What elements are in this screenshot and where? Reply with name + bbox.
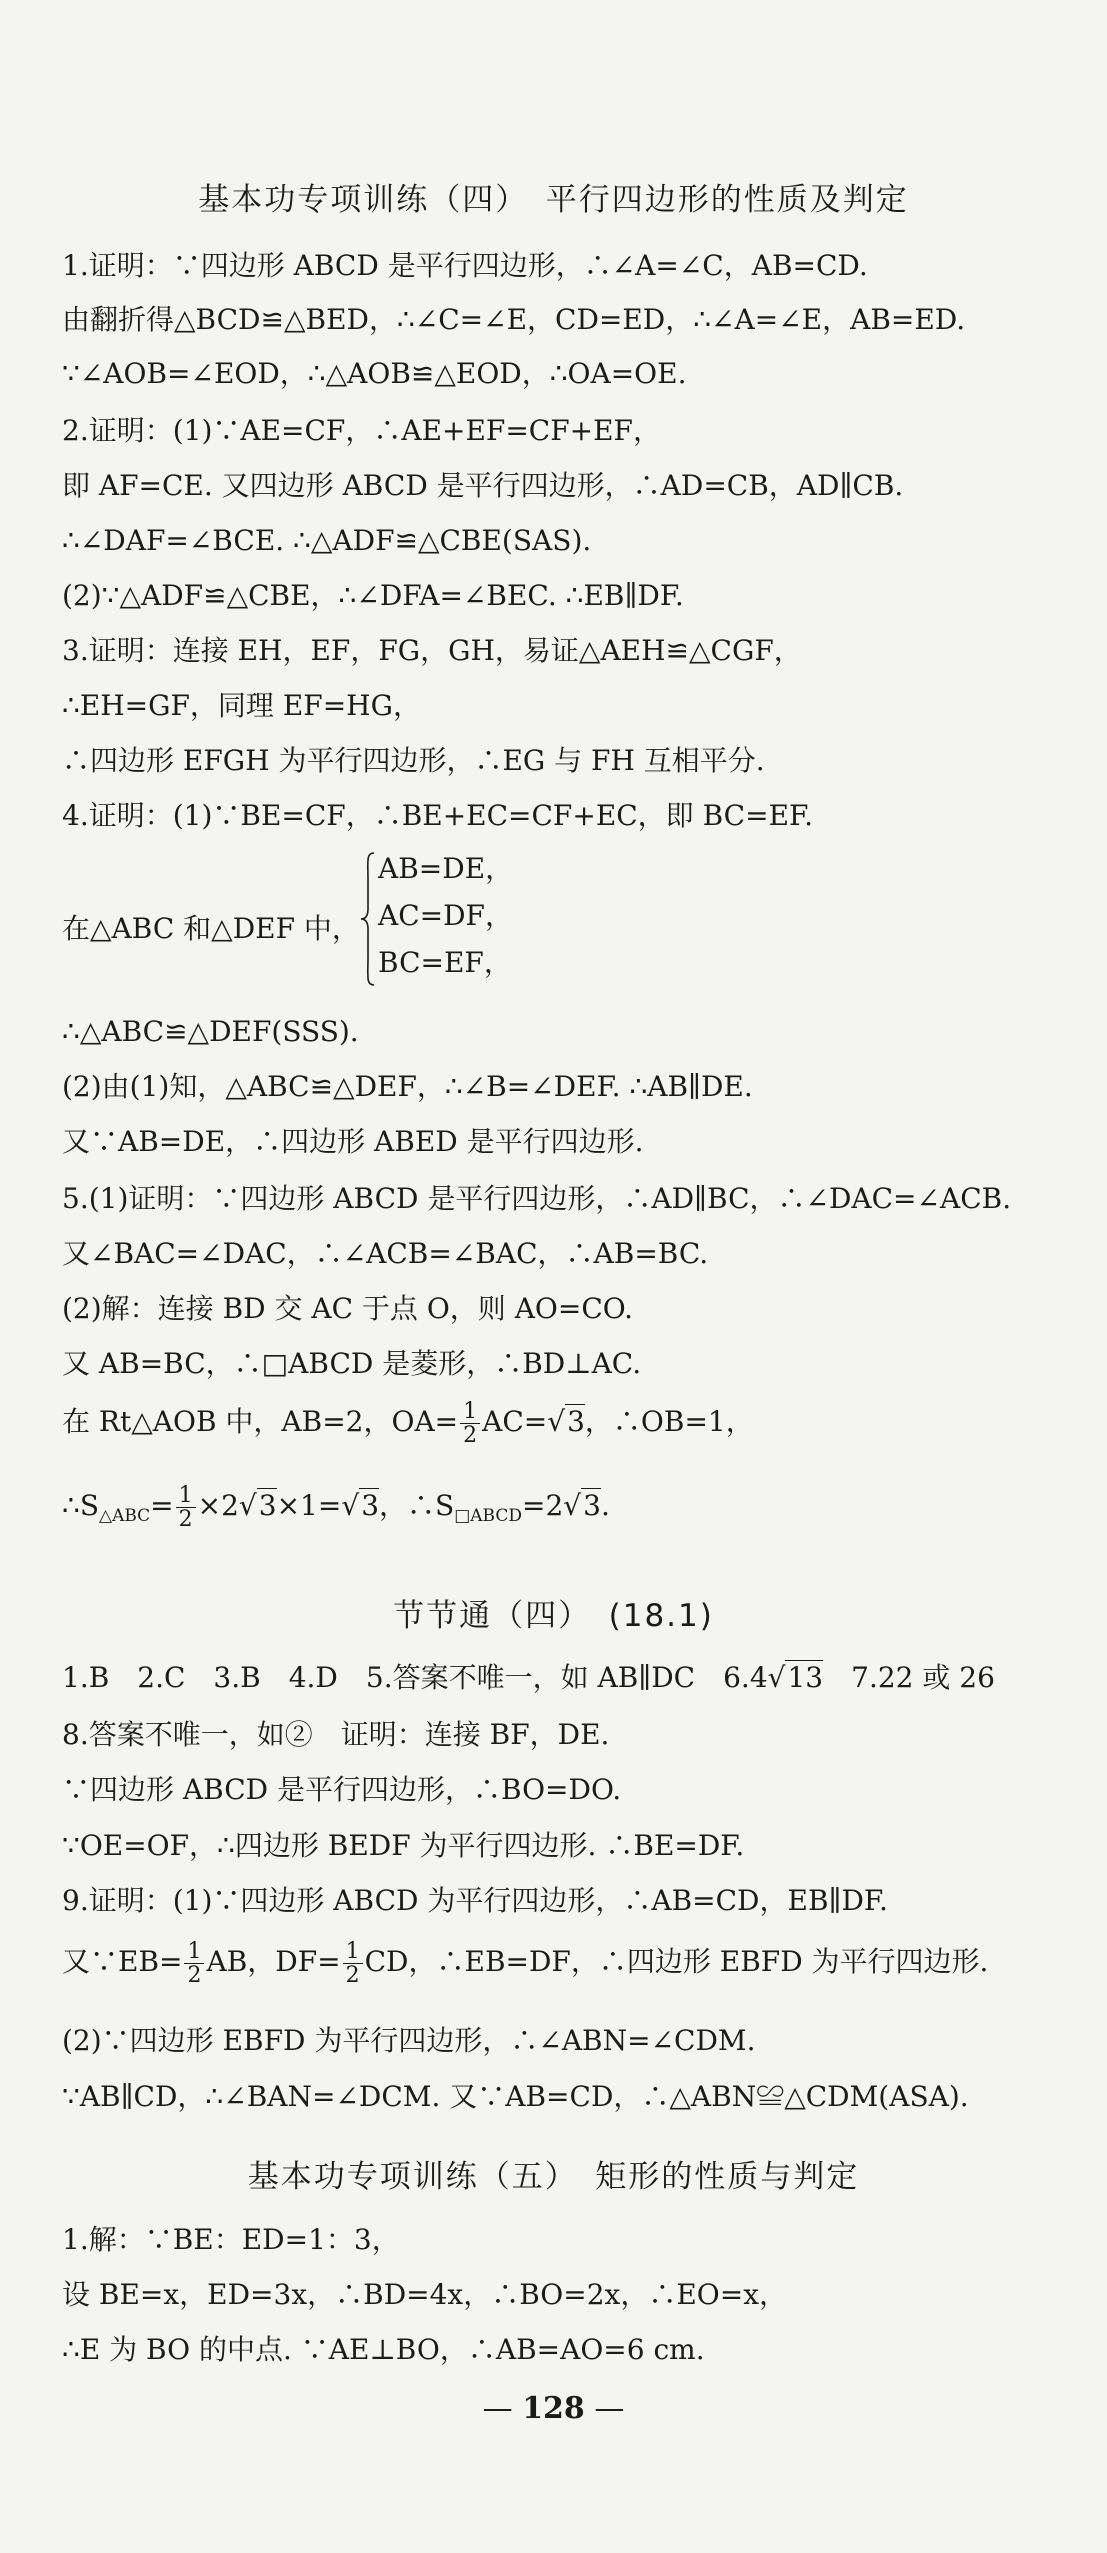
fraction <box>343 1940 363 1987</box>
square-root: √3 <box>547 1405 585 1439</box>
section-title-4: 基本功专项训练（四） 平行四边形的性质及判定 <box>198 182 909 218</box>
square-root: √3 <box>341 1489 380 1523</box>
subscript: □ABCD <box>454 1506 522 1527</box>
text-segment: AC= <box>482 1405 548 1439</box>
answer-line: 又∵AB=DE，∴四边形 ABED 是平行四边形. <box>62 1125 644 1158</box>
answer-line: ∵四边形 ABCD 是平行四边形，∴BO=DO. <box>62 1773 622 1806</box>
fraction-denominator: 2 <box>345 1963 360 1989</box>
text-segment: CD，∴EB=DF，∴四边形 EBFD 为平行四边形. <box>364 1945 989 1979</box>
text-segment: ×2 <box>197 1489 239 1523</box>
text-segment: 1.B 2.C 3.B 4.D 5.答案不唯一，如 AB∥DC 6.4 <box>62 1661 768 1694</box>
text-segment: ×1= <box>276 1489 342 1523</box>
answer-line: 1.证明：∵四边形 ABCD 是平行四边形，∴∠A=∠C，AB=CD. <box>62 249 868 282</box>
text-segment: 7.22 或 26 <box>823 1661 995 1694</box>
fraction-numerator: 1 <box>460 1400 480 1424</box>
section-title-5: 基本功专项训练（五） 矩形的性质与判定 <box>247 2159 860 2195</box>
answer-line: (2)∵△ADF≌△CBE，∴∠DFA=∠BEC. ∴EB∥DF. <box>62 579 684 612</box>
fraction <box>176 1484 196 1531</box>
fraction <box>184 1940 204 1987</box>
text-segment: =2 <box>522 1489 564 1523</box>
brace-row: AC=DF， <box>378 899 513 932</box>
text-segment: . <box>600 1489 610 1523</box>
square-root: √3 <box>563 1489 601 1523</box>
answer-line: ∴四边形 EFGH 为平行四边形，∴EG 与 FH 互相平分. <box>62 744 765 777</box>
brace-lead-text: 在△ABC 和△DEF 中， <box>62 912 360 945</box>
fraction-numerator: 1 <box>184 1940 204 1964</box>
page-number: — 128 — <box>482 2391 625 2426</box>
answer-line: ∵OE=OF，∴四边形 BEDF 为平行四边形. ∴BE=DF. <box>62 1829 745 1862</box>
answer-line: 又∠BAC=∠DAC，∴∠ACB=∠BAC，∴AB=BC. <box>62 1237 709 1270</box>
fraction-numerator: 1 <box>343 1940 363 1964</box>
text-segment: ，∴OB=1， <box>584 1405 754 1439</box>
text-segment: 又∵EB= <box>62 1945 183 1979</box>
answer-line-area <box>62 1484 610 1531</box>
answer-line: 9.证明：(1)∵四边形 ABCD 为平行四边形，∴AB=CD，EB∥DF. <box>62 1884 888 1917</box>
answer-line: 设 BE=x，ED=3x，∴BD=4x，∴BO=2x，∴EO=x， <box>62 2278 787 2311</box>
brace-row: AB=DE， <box>378 852 514 885</box>
answer-line: ∴EH=GF，同理 EF=HG， <box>62 689 421 722</box>
answer-line: ∵AB∥CD，∴∠BAN=∠DCM. 又∵AB=CD，∴△ABN≌△CDM(ASA). <box>62 2080 969 2113</box>
answer-line: ∴∠DAF=∠BCE. ∴△ADF≌△CBE(SAS). <box>62 524 592 557</box>
answer-line: (2)∵四边形 EBFD 为平行四边形，∴∠ABN=∠CDM. <box>62 2024 756 2057</box>
answer-line-fraction <box>62 1400 754 1447</box>
text-segment: ，∴S <box>379 1489 455 1523</box>
answer-line-fraction <box>62 1940 988 1987</box>
radicand: 3 <box>567 1405 585 1439</box>
radicand: 3 <box>361 1489 380 1523</box>
answer-line: 即 AF=CE. 又四边形 ABCD 是平行四边形，∴AD=CB，AD∥CB. <box>62 469 904 502</box>
answer-line: 1.解：∵BE：ED=1：3， <box>62 2223 400 2256</box>
square-root: √3 <box>238 1489 277 1523</box>
answer-line: 4.证明：(1)∵BE=CF，∴BE+EC=CF+EC，即 BC=EF. <box>62 799 813 832</box>
brace-row: BC=EF， <box>378 946 512 979</box>
fraction-denominator: 2 <box>463 1423 478 1449</box>
square-root: √13 <box>767 1661 824 1694</box>
answer-line: 8.答案不唯一，如② 证明：连接 BF，DE. <box>62 1718 610 1751</box>
fraction <box>460 1400 480 1447</box>
answer-line: 2.证明：(1)∵AE=CF，∴AE+EF=CF+EF， <box>62 414 661 447</box>
radicand: 3 <box>258 1489 277 1523</box>
brace-rows <box>378 845 513 986</box>
text-segment: = <box>150 1489 174 1523</box>
radicand: 13 <box>787 1661 824 1694</box>
page-number-value: 128 <box>522 2391 585 2426</box>
text-segment: ∴S <box>62 1489 99 1523</box>
text-segment: 在 Rt△AOB 中，AB=2，OA= <box>62 1405 459 1439</box>
fraction-numerator: 1 <box>176 1484 196 1508</box>
answer-line: ∴E 为 BO 的中点. ∵AE⊥BO，∴AB=AO=6 cm. <box>62 2333 705 2366</box>
left-brace-icon <box>360 851 376 987</box>
answer-line: ∴△ABC≌△DEF(SSS). <box>62 1015 359 1048</box>
subscript: △ABC <box>99 1506 151 1527</box>
radicand: 3 <box>583 1489 601 1523</box>
answer-line: (2)由(1)知，△ABC≌△DEF，∴∠B=∠DEF. ∴AB∥DE. <box>62 1070 753 1103</box>
answer-line: 由翻折得△BCD≌△BED，∴∠C=∠E，CD=ED，∴∠A=∠E，AB=ED. <box>62 303 966 336</box>
answer-line: 又 AB=BC，∴□ABCD 是菱形，∴BD⊥AC. <box>62 1347 642 1380</box>
answer-line: (2)解：连接 BD 交 AC 于点 O，则 AO=CO. <box>62 1292 633 1325</box>
answer-line: 3.证明：连接 EH，EF，FG，GH，易证△AEH≌△CGF， <box>62 634 802 667</box>
text-segment: AB，DF= <box>206 1945 341 1979</box>
section-title-jiejietong: 节节通（四） (18.1) <box>393 1598 714 1634</box>
answer-line <box>62 1661 995 1694</box>
answer-line: ∵∠AOB=∠EOD，∴△AOB≌△EOD，∴OA=OE. <box>62 357 687 390</box>
fraction-denominator: 2 <box>187 1963 202 1989</box>
answer-line: 5.(1)证明：∵四边形 ABCD 是平行四边形，∴AD∥BC，∴∠DAC=∠ACB. <box>62 1182 1012 1215</box>
fraction-denominator: 2 <box>178 1507 193 1533</box>
